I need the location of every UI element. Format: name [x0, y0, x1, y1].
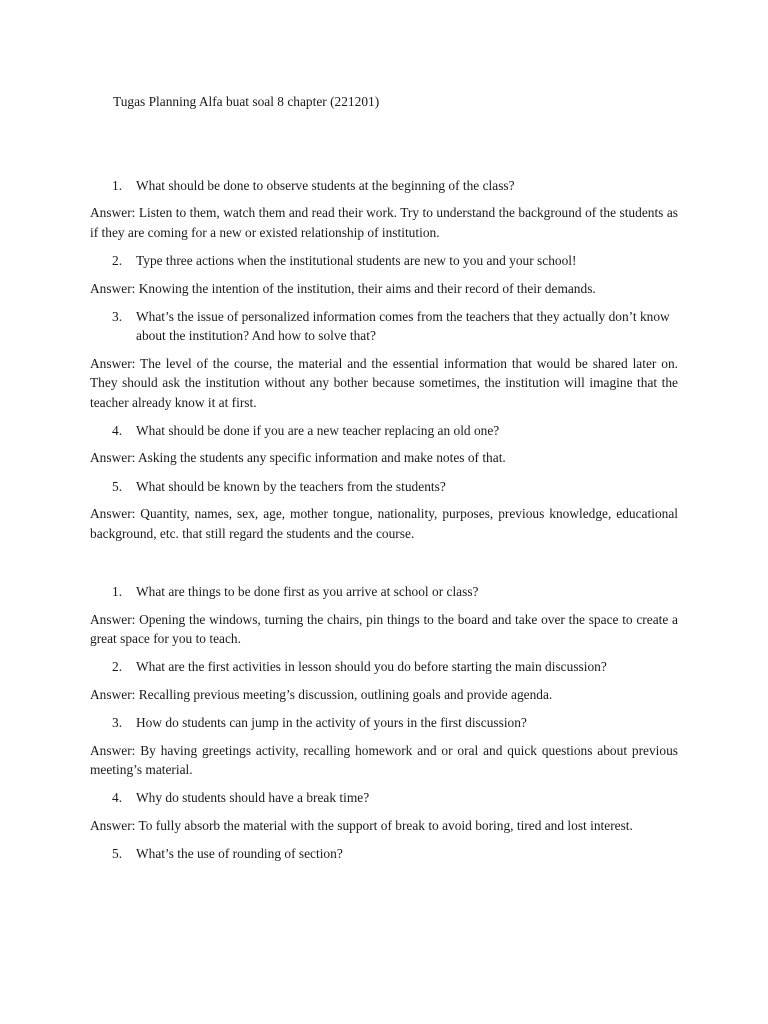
question-item: [90, 713, 678, 732]
question-item: [90, 788, 678, 807]
question-item: [90, 421, 678, 440]
question-item: [90, 657, 678, 676]
answer-text: Answer: The level of the course, the material and the essential information that would be shared later on. They should ask the institution without any bother because sometimes, the institution will imagine that the teacher already know it at first.: [90, 355, 678, 410]
answer-text: Answer: Opening the windows, turning the chairs, pin things to the board and take over the space to create a great space for you to teach.: [90, 611, 678, 646]
question-item: [90, 477, 678, 496]
question-text: What are things to be done first as you arrive at school or class?: [136, 584, 479, 600]
question-text: What should be done to observe students at the beginning of the class?: [136, 178, 515, 193]
answer-text: Answer: Listen to them, watch them and read their work. Try to understand the background of the students as if they are coming for a new or existed relationship of institution.: [90, 205, 678, 240]
answer-text: Answer: Asking the students any specific information and make notes of that.: [90, 450, 506, 466]
question-text: What should be known by the teachers from the students?: [136, 478, 446, 494]
question-text: What’s the issue of personalized information comes from the teachers that they actually don’t know about the institution? And how to solve that?: [136, 309, 670, 344]
document-title: Tugas Planning Alfa buat soal 8 chapter (221201): [113, 94, 380, 109]
section-spacer: [90, 552, 678, 582]
question-text: What are the first activities in lesson should you do before starting the main discussion?: [136, 659, 607, 675]
question-number: 5.: [112, 478, 123, 494]
question-item: [90, 307, 678, 346]
question-item: [90, 844, 678, 863]
question-section-2: [90, 582, 678, 863]
question-section-1: [90, 176, 678, 543]
document-body: [90, 176, 678, 872]
question-text: Why do students should have a break time?: [136, 790, 370, 806]
question-number: 2.: [112, 253, 123, 269]
question-number: 2.: [112, 659, 123, 675]
question-number: 1.: [112, 178, 123, 193]
question-item: [90, 176, 678, 195]
question-item: [90, 251, 678, 270]
question-text: What should be done if you are a new teacher replacing an old one?: [136, 423, 500, 439]
question-number: 4.: [112, 423, 123, 439]
answer-text: Answer: By having greetings activity, recalling homework and or oral and quick questions about previous meeting’s material.: [90, 742, 678, 777]
question-number: 3.: [112, 309, 123, 325]
answer-text: Answer: Quantity, names, sex, age, mother tongue, nationality, purposes, previous knowledge, educational background, etc. that still regard the students and the course.: [90, 506, 678, 541]
question-item: [90, 582, 678, 601]
question-text: What’s the use of rounding of section?: [136, 846, 343, 862]
question-text: How do students can jump in the activity of yours in the first discussion?: [136, 715, 527, 731]
question-number: 1.: [112, 584, 123, 600]
answer-text: Answer: Recalling previous meeting’s discussion, outlining goals and provide agenda.: [90, 686, 553, 702]
answer-text: Answer: Knowing the intention of the institution, their aims and their record of their demands.: [90, 280, 596, 296]
answer-text: Answer: To fully absorb the material with the support of break to avoid boring, tired and lost interest.: [90, 817, 633, 833]
question-number: 5.: [112, 846, 123, 862]
question-number: 4.: [112, 790, 123, 806]
question-text: Type three actions when the institutional students are new to you and your school!: [136, 253, 577, 269]
question-number: 3.: [112, 715, 123, 731]
